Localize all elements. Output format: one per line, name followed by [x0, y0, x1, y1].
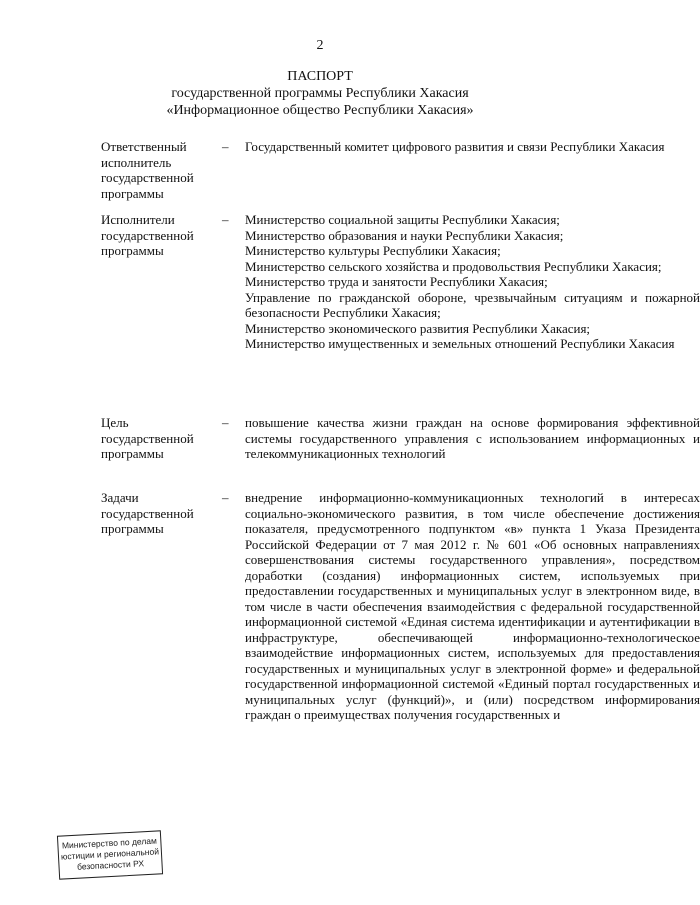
- row-value-item: Министерство труда и занятости Республики Хакасия;: [245, 274, 548, 289]
- row-value: [245, 415, 700, 462]
- row-value-item: Министерство культуры Республики Хакасия;: [245, 243, 501, 258]
- row-value-item: Государственный комитет цифрового развития и связи Республики Хакасия: [245, 139, 665, 154]
- row-value-item: Министерство имущественных и земельных отношений Республики Хакасия: [245, 336, 675, 351]
- row-value-item: Министерство социальной защиты Республики Хакасия;: [245, 212, 560, 227]
- page-number: 2: [316, 38, 324, 53]
- document-title: [0, 68, 640, 119]
- title-line-passport: ПАСПОРТ: [287, 69, 353, 84]
- row-label: Ответственный исполнитель государственной программы: [101, 139, 194, 201]
- row-dash: –: [222, 212, 229, 227]
- row-label: Цель государственной программы: [101, 415, 194, 461]
- row-label: Задачи государственной программы: [101, 490, 194, 536]
- row-label: Исполнители государственной программы: [101, 212, 194, 258]
- row-value-item: Министерство образования и науки Республики Хакасия;: [245, 227, 564, 243]
- stamp-line: безопасности РХ: [76, 858, 145, 872]
- title-line-program: государственной программы Республики Хакасия: [171, 86, 469, 101]
- row-value-item: повышение качества жизни граждан на основе формирования эффективной системы государственного управления с использованием информационных и телекоммуникационных технологий: [245, 415, 700, 461]
- row-value-item: Министерство сельского хозяйства и продовольствия Республики Хакасия;: [245, 258, 662, 274]
- row-value: [245, 139, 700, 155]
- row-dash: –: [222, 139, 229, 154]
- row-value-item: внедрение информационно-коммуникационных технологий в интересах социально-экономического развития, в том числе обеспечение достижения показателя, предусмотренного подпунктом «в» пункта 1 Указа Президента Российской Федерации от 7 мая 2012 г. № 601 «Об основных направлениях совершенствования системы государственного управления», посредством доработки (создания) информационных систем, используемых при предоставлении государственных и муниципальных услуг в электронном виде, в том числе в части обеспечения взаимодействия с федеральной государственной информационной системой «Единая система идентификации и аутентификации в инфраструктуре, обеспечивающей информационно-технологическое взаимодействие информационных систем, используемых для предоставления государственных и муниципальных услуг в электронной форме» и федеральной государственной информационной системой «Единый портал государственных и муниципальных услуг (функций)», и (или) посредством информирования граждан о преимуществах получения государственных и: [245, 490, 700, 722]
- ministry-stamp: [57, 830, 163, 879]
- row-value: [245, 212, 700, 352]
- row-dash: –: [222, 490, 229, 505]
- stamp-line: Министерство по делам: [61, 835, 158, 851]
- row-value: [245, 490, 700, 723]
- title-line-name: «Информационное общество Республики Хакасия»: [166, 103, 474, 118]
- row-value-item: Министерство экономического развития Республики Хакасия;: [245, 320, 591, 336]
- row-dash: –: [222, 415, 229, 430]
- row-value-item: Управление по гражданской обороне, чрезвычайным ситуациям и пожарной безопасности Республики Хакасия;: [245, 289, 700, 320]
- stamp-line: юстиции и региональной: [60, 846, 160, 862]
